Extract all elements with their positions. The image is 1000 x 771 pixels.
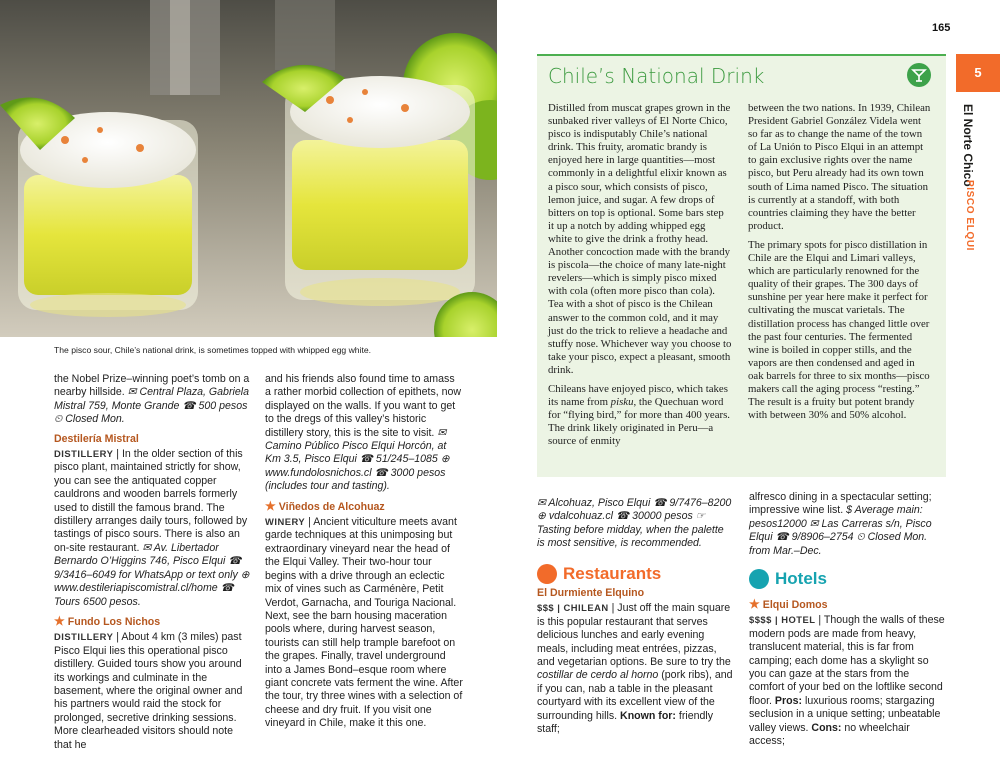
text-column-4 [749, 491, 947, 558]
entry-title-text: Elqui Domos [762, 599, 828, 611]
entry-info: ✉ Alcohuaz, Pisco Elqui ☎ 9/7476–8200 ⊕ vdalcohuaz.cl ☎ 30000 pesos ☞ Tasting before midday, when the palette is most sensitive, is recommended. [537, 497, 732, 550]
sidebar-column-right [748, 102, 932, 422]
entry-kind: $$$$ | HOTEL [749, 614, 816, 626]
page-number: 165 [932, 22, 951, 34]
text-column-3-restaurants [537, 587, 733, 736]
section-name: PISCO ELQUI [964, 180, 975, 252]
entry-kind: DISTILLERY [54, 631, 114, 643]
hotels-heading-text: Hotels [775, 569, 827, 588]
chapter-name: El Norte Chico [961, 104, 975, 187]
entry-kind: DISTILLERY [54, 448, 114, 460]
chapter-tab: 5 [956, 54, 1000, 92]
entry-text: | Though the walls of these modern pods are made from heavy, translucent material, this is far from camping; each dome has a skylight so you can gaze at the stars from the comfort of your bed on the loftlike second floor. [749, 614, 945, 707]
entry-text: | Just off the main square is this popular restaurant that serves delicious lunches and early evening meals, including meat entrées, pizzas, and vegetarian options. Be sure to try the [537, 602, 731, 669]
entry-title-fundo-los-nichos [54, 615, 250, 629]
star-icon: ★ [54, 613, 65, 628]
sidebar-paragraph: The primary spots for pisco distillation in Chile are the Elqui and Limari valleys, which are particularly renowned for the quality of their grapes. The 300 days of sunshine per year here make it perfect for cultivating the muscat varietals. The distillation process has changed little over the past four centuries. The fermented wine is boiled in copper stills, and the vapors are then condensed and aged in oak barrels for three to six months—pisco makers call the aging process “resting.” The result is a fruity but potent brandy with between 30% and 50% alcohol. [748, 238, 930, 422]
entry-emphasis: costillar de cerdo al horno [537, 669, 659, 682]
star-icon: ★ [749, 597, 760, 611]
intro-info: ✉ Central Plaza, Gabriela Mistral 759, Monte Grande ☎ 500 pesos ⏲ Closed Mon. [54, 386, 249, 426]
entry-text: | About 4 km (3 miles) past Pisco Elqui lies this operational pisco distillery. Guided tours show you around its workings and culminate in the basement, where the original owner and his partners would raid the stock for prolonged, secretive drinking sessions. More clearheaded visitors should note that he [54, 631, 243, 751]
restaurant-icon [537, 564, 557, 584]
entry-text: (pork ribs), and if you can, nab a table in the pleasant courtyard with its excellent view of the surrounding hills. [537, 669, 733, 722]
entry-text: | Ancient viticulture meets avant garde techniques at this unimposing but extraordinary vineyard near the head of the Elqui Valley. Their two-hour tour begins with a drive through an eclectic mix of vines such as Carménère, Petit Verdot, Garnacha, and Touriga Nacional. Next, see the barn housing maceration pools where, during harvest season, tourists can still help trample barefoot on the grapes. Finally, travel underground into a James Bond–esque room where giant concrete vats ferment the wine. After the tour, try three wines with a selection of cheese and dry fruit. If you visit one vineyard in Chile, make it this one. [265, 516, 463, 730]
pisco-sour-photo [0, 0, 497, 337]
sidebar-text: Chileans have enjoyed pisco, which takes its name from [548, 382, 728, 409]
sidebar-text: , the Quechuan word for “flying bird,” for more than 400 years. The drink likely originated in Peru—a source of enmity [548, 396, 730, 448]
entry-title-el-durmiente-elquino: El Durmiente Elquino [537, 587, 645, 599]
known-for-text: friendly staff; [537, 709, 714, 736]
sidebar-chiles-national-drink [537, 54, 946, 477]
entry-text: and his friends also found time to amass a rather morbid collection of epithets, now displayed on the walls. If you want to get to the dregs of this valley’s historic distillery story, this is the site to visit. [265, 373, 462, 439]
entry-kind: $$$ | CHILEAN [537, 602, 609, 614]
pisco-sour-illustration [0, 0, 497, 337]
sidebar-title: Chile’s National Drink [548, 64, 765, 88]
entry-info: ✉ Camino Público Pisco Elqui Horcón, at Km 3.5, Pisco Elqui ☎ 51/245–1085 ⊕ www.fundolosnichos.cl ☎ 3000 pesos (includes tour and tasting). [265, 426, 450, 493]
sidebar-paragraph: Distilled from muscat grapes grown in the sunbaked river valleys of El Norte Chico, pisco is indisputably Chile’s national drink. This fruity, aromatic brandy is enjoyed here in large quantities—most commonly in a delightful elixir known as a pisco sour, which consists of pisco, lemon juice, and sugar. A few drops of bitters on top is optional. Some bars step it up a notch by adding whipped egg white to give the drink a frothy head. Another concoction made with the brandy is piscola—the choice of many late-night revelers—which is simply pisco mixed with cola (often more pisco than cola). Tea with a shot of pisco is the Chilean answer to the common cold, and it may just do the trick to relieve a headache and stuffy nose. Whichever way you choose to take your pisco, expect a pleasant, smooth drink. [548, 102, 732, 376]
hotel-bed-icon [749, 569, 769, 589]
known-for-label: Known for: [620, 709, 676, 722]
restaurants-heading [537, 564, 661, 584]
intro-text: the Nobel Prize–winning poet’s tomb on a nearby hillside. [54, 373, 250, 399]
entry-info: ✉ Av. Libertador Bernardo O’Higgins 746, Pisco Elqui ☎ 9/3416–6049 for WhatsApp or text only ⊕ www.destileriapiscomistral.cl/home ☎ Tours 6500 pesos. [54, 541, 250, 608]
entry-title-elqui-domos [749, 598, 947, 612]
text-column-4-hotels [749, 598, 947, 748]
entry-title-vinedos-de-alcohuaz [265, 500, 463, 514]
entry-title-destileria-mistral: Destilería Mistral [54, 432, 139, 445]
entry-kind: WINERY [265, 516, 306, 528]
photo-caption: The pisco sour, Chile’s national drink, is sometimes topped with whipped egg white. [54, 345, 372, 355]
cons-label: Cons: [811, 721, 842, 734]
sidebar-paragraph: between the two nations. In 1939, Chilean President Gabriel González Videla went so far as to change the name of the town of La Unión to Pisco Elqui in an attempt to gain exclusive rights over the name pisco, but Peru already had its own town south of Lima named Pisco. The situation is currently at a standoff, with both countries claiming they have the better product. [748, 102, 931, 232]
star-icon: ★ [265, 498, 276, 513]
entry-text: | In the older section of this pisco plant, maintained strictly for show, you can see the antiquated copper cauldrons and wooden barrels formerly used to distill the famous brand. The distillery arranges daily tours, followed by tastings of pisco sours. There is also an on-site restaurant. [54, 448, 248, 554]
entry-title-text: Viñedos de Alcohuaz [278, 500, 385, 513]
sidebar-paragraph [548, 383, 732, 448]
text-column-1 [54, 373, 250, 752]
text-column-3 [537, 497, 733, 551]
restaurants-heading-text: Restaurants [563, 564, 662, 583]
entry-title-text: Fundo Los Nichos [67, 615, 161, 628]
sidebar-column-left [548, 102, 732, 448]
hotels-heading [749, 569, 827, 589]
text-column-2 [265, 373, 463, 731]
sidebar-emphasis: pisku [610, 396, 634, 409]
entry-info: $ Average main: pesos12000 ✉ Las Carreras s/n, Pisco Elqui ☎ 9/8906–2754 ⏲ Closed Mon. from Mar.–Dec. [749, 504, 932, 557]
pros-text: luxurious rooms; stargazing seclusion in a unique setting; unbeatable valley views. [749, 694, 941, 734]
entry-text: alfresco dining in a spectacular setting; impressive wine list. [749, 491, 932, 517]
cons-text: no wheelchair access; [749, 721, 910, 748]
pros-label: Pros: [774, 694, 803, 707]
cocktail-icon [907, 63, 931, 87]
